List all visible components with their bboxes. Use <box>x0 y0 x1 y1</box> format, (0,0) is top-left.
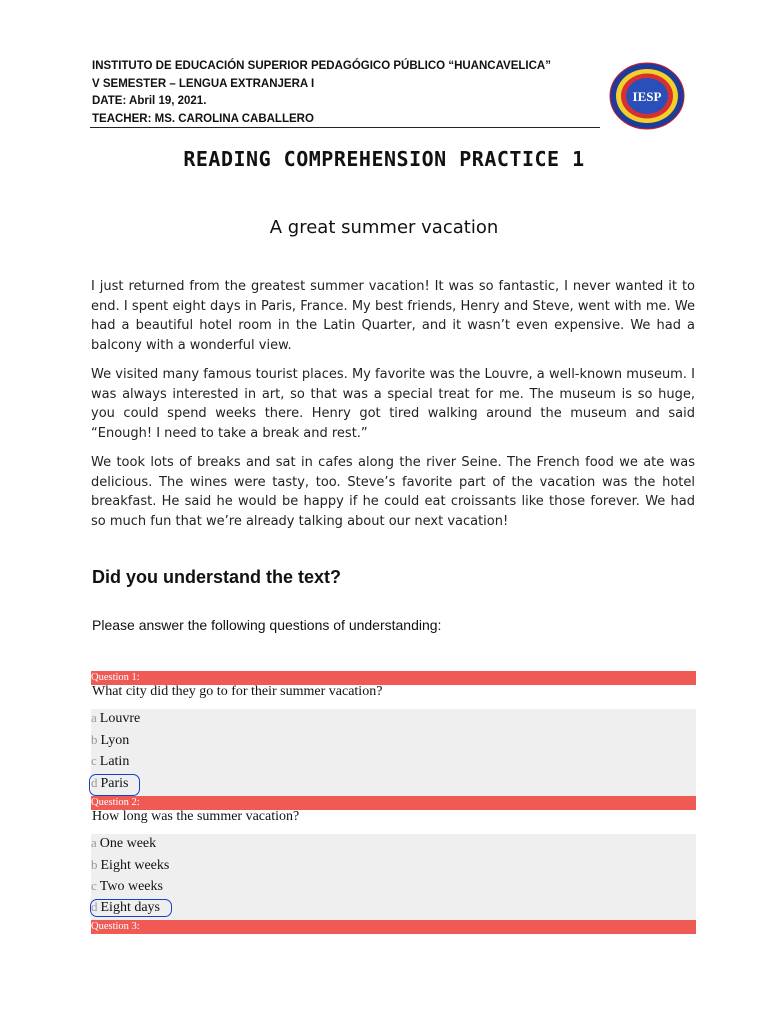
institute-name: INSTITUTO DE EDUCACIÓN SUPERIOR PEDAGÓGICO PÚBLICO “HUANCAVELICA” <box>92 60 551 72</box>
question-2-options <box>91 834 696 920</box>
header-block <box>92 58 612 128</box>
reading-title: A great summer vacation <box>269 217 499 238</box>
option-c[interactable] <box>91 753 129 770</box>
option-label: Eight weeks <box>100 858 170 873</box>
option-letter: d <box>91 899 98 914</box>
option-label: One week <box>99 836 157 851</box>
paragraph-1: I just returned from the greatest summer vacation! It was so fantastic, I never wanted it to end. I spent eight days in Paris, France. My best friends, Henry and Steve, went with me. We had a beautiful hotel room in the Latin Quarter, and it wasn’t even expensive. We had a balcony with a wonderful view. <box>91 279 695 353</box>
option-letter: c <box>91 878 97 893</box>
option-label: Latin <box>99 754 130 769</box>
question-2-text: How long was the summer vacation? <box>92 809 300 824</box>
option-label: Louvre <box>99 711 141 726</box>
option-letter: c <box>91 753 97 768</box>
selected-answer-circle <box>89 774 140 796</box>
question-2-bar: Question 2: <box>91 796 696 810</box>
option-letter: a <box>91 710 97 725</box>
instructions: Please answer the following questions of understanding: <box>92 617 442 633</box>
option-b[interactable] <box>91 857 169 874</box>
option-label: Lyon <box>100 733 130 748</box>
teacher-line: TEACHER: MS. CAROLINA CABALLERO <box>92 112 314 125</box>
question-3-bar: Question 3: <box>91 920 696 934</box>
option-letter: a <box>91 835 97 850</box>
question-1-text: What city did they go to for their summer vacation? <box>92 684 383 699</box>
option-label: Eight days <box>100 900 160 915</box>
institute-logo <box>608 62 686 130</box>
option-letter: b <box>91 732 98 747</box>
option-label: Two weeks <box>99 879 163 894</box>
selected-answer-circle <box>90 899 172 917</box>
option-label: Paris <box>100 776 129 791</box>
date-line: DATE: Abril 19, 2021. <box>92 95 207 107</box>
option-a[interactable] <box>91 710 140 727</box>
option-letter: b <box>91 857 98 872</box>
option-c[interactable] <box>91 878 163 895</box>
question-1-bar: Question 1: <box>91 671 696 685</box>
header-divider <box>90 127 600 128</box>
question-1-options <box>91 709 696 796</box>
paragraph-2: We visited many famous tourist places. My favorite was the Louvre, a well-known museum. I was always interested in art, so that was a special treat for me. The museum is so huge, you could spend weeks there. Henry got tired walking around the museum and said “Enough! I need to take a break and rest.” <box>91 367 695 441</box>
logo-monogram: IESP <box>632 89 662 104</box>
option-a[interactable] <box>91 835 156 852</box>
semester-line: V SEMESTER – LENGUA EXTRANJERA I <box>92 77 315 90</box>
section-heading: Did you understand the text? <box>92 567 342 587</box>
option-letter: d <box>91 775 98 790</box>
page-title: READING COMPREHENSION PRACTICE 1 <box>183 147 585 171</box>
paragraph-3: We took lots of breaks and sat in cafes along the river Seine. The French food we ate was delicious. The wines were tasty, too. Steve’s favorite part of the vacation was the hotel breakfast. He said he would be happy if he could eat croissants like those forever. We had so much fun that we’re already talking about our next vacation! <box>91 455 695 529</box>
option-b[interactable] <box>91 732 129 749</box>
